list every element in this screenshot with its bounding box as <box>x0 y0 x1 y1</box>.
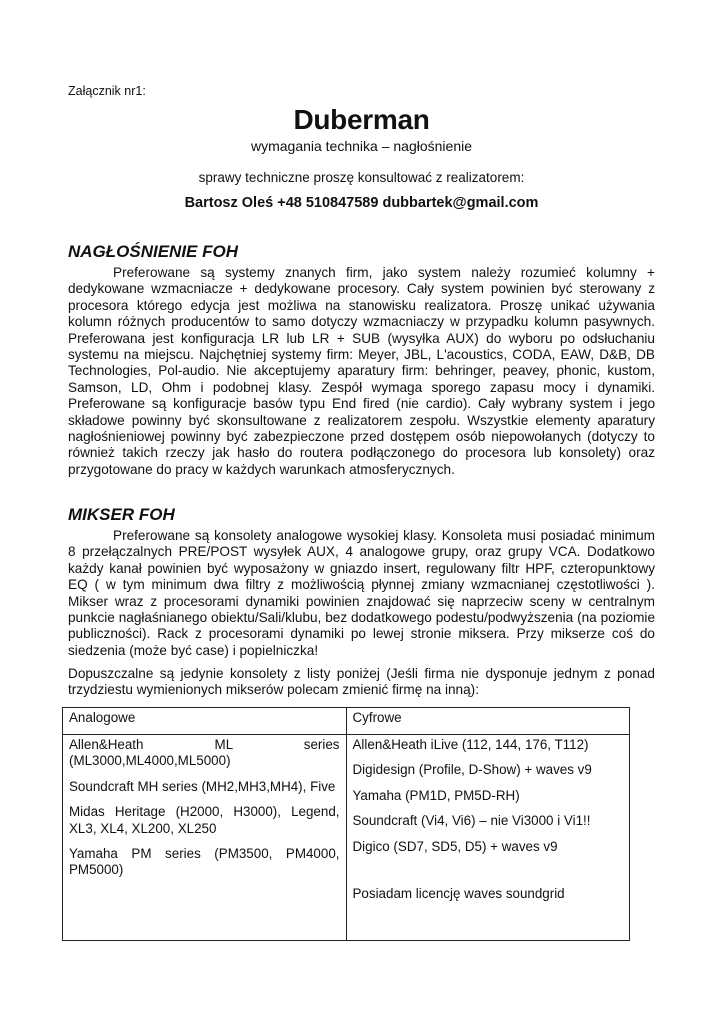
digital-item: Digidesign (Profile, D-Show) + waves v9 <box>352 762 592 778</box>
mikser-heading: MIKSER FOH <box>68 505 175 524</box>
waves-license-note: Posiadam licencję waves soundgrid <box>352 886 565 902</box>
digital-item: Yamaha (PM1D, PM5D-RH) <box>352 787 520 803</box>
mixer-table <box>62 707 630 941</box>
digital-column <box>346 735 630 941</box>
analog-column <box>63 735 347 941</box>
document-title: Duberman <box>293 104 430 135</box>
analog-item: Yamaha PM series (PM3500, PM4000, PM5000) <box>69 846 340 878</box>
mixer-table-body-row <box>63 735 630 941</box>
allowed-consoles-note: Dopuszczalne są jedynie konsolety z listy poniżej (Jeśli firma nie dysponuje jednym z ponad trzydziestu wymienionych mikserów polecam zmienić firmę na inną): <box>68 666 655 698</box>
digital-item: Digico (SD7, SD5, D5) + waves v9 <box>352 838 558 854</box>
analog-item: Allen&Heath ML series (ML3000,ML4000,ML5000) <box>69 737 340 769</box>
consult-note: sprawy techniczne proszę konsultować z realizatorem: <box>198 170 525 185</box>
spacer <box>353 864 624 886</box>
digital-item: Soundcraft (Vi4, Vi6) – nie Vi3000 i Vi1!! <box>352 813 591 829</box>
analog-item: Midas Heritage (H2000, H3000), Legend, XL3, XL4, XL200, XL250 <box>69 804 340 836</box>
contact-line: Bartosz Oleś +48 510847589 dubbartek@gmail.com <box>184 195 539 211</box>
header-analog: Analogowe <box>63 708 347 735</box>
header-digital: Cyfrowe <box>346 708 630 735</box>
foh-heading: NAGŁOŚNIENIE FOH <box>68 242 239 261</box>
annex-label: Załącznik nr1: <box>68 84 146 98</box>
mikser-paragraph: Preferowane są konsolety analogowe wysokiej klasy. Konsoleta musi posiadać minimum 8 przełączalnych PRE/POST wysyłek AUX, 4 analogowe grupy, oraz grupy VCA. Dodatkowo każdy kanał powinien być wyposażony w gniazdo insert, regulowany filtr HPF, czteropunktowy EQ ( w tym minimum dwa filtry z możliwością płynnej zmiany wzmacnianej częstotliwości ). Mikser wraz z procesorami dynamiki powinien znajdować się naprzeciw sceny w centralnym punkcie nagłaśnianego obiektu/Sali/klubu, bez dodatkowego podestu/podwyższenia (na poziomie publiczności). Rack z procesorami dynamiki po lewej stronie miksera. Przy mikserze coś do siedzenia (może być case) i popielniczka! <box>68 528 655 658</box>
document-subtitle: wymagania technika – nagłośnienie <box>250 138 473 154</box>
mixer-table-header-row <box>63 708 630 735</box>
analog-item: Soundcraft MH series (MH2,MH3,MH4), Five <box>69 778 336 794</box>
digital-item: Allen&Heath iLive (112, 144, 176, T112) <box>352 737 589 752</box>
foh-paragraph: Preferowane są systemy znanych firm, jako system należy rozumieć kolumny + dedykowane wzmacniacze + dedykowane procesory. Cały system powinien być sterowany z procesora którego edycja jest możliwa na stanowisku realizatora. Proszę unikać używania kolumn różnych producentów to samo dotyczy wzmacniaczy w przypadku kolumn pasywnych. Preferowana jest konfiguracja LR lub LR + SUB (wysyłka AUX) do wyboru po odsłuchaniu systemu na miejscu. Najchętniej systemy firm: Meyer, JBL, L'acoustics, CODA, EAW, D&B, DB Technologies, Pol-audio. Nie akceptujemy aparatury firm: behringer, peavey, phonic, kustom, Samson, LD, Ohm i podobnej klasy. Zespół wymaga sporego zapasu mocy i dynamiki. Preferowane są konfiguracje basów typu End fired (nie cardio). Cały wybrany system i jego składowe powinny być skonsultowane z realizatorem zespołu. Wszystkie elementy aparatury nagłośnieniowej powinny być zabezpieczone przed dostępem osób niepowołanych (dotyczy to również takich rzeczy jak hasło do routera podłączonego do procesora lub konsolety) oraz przygotowane do pracy w każdych warunkach atmosferycznych. <box>68 265 655 477</box>
